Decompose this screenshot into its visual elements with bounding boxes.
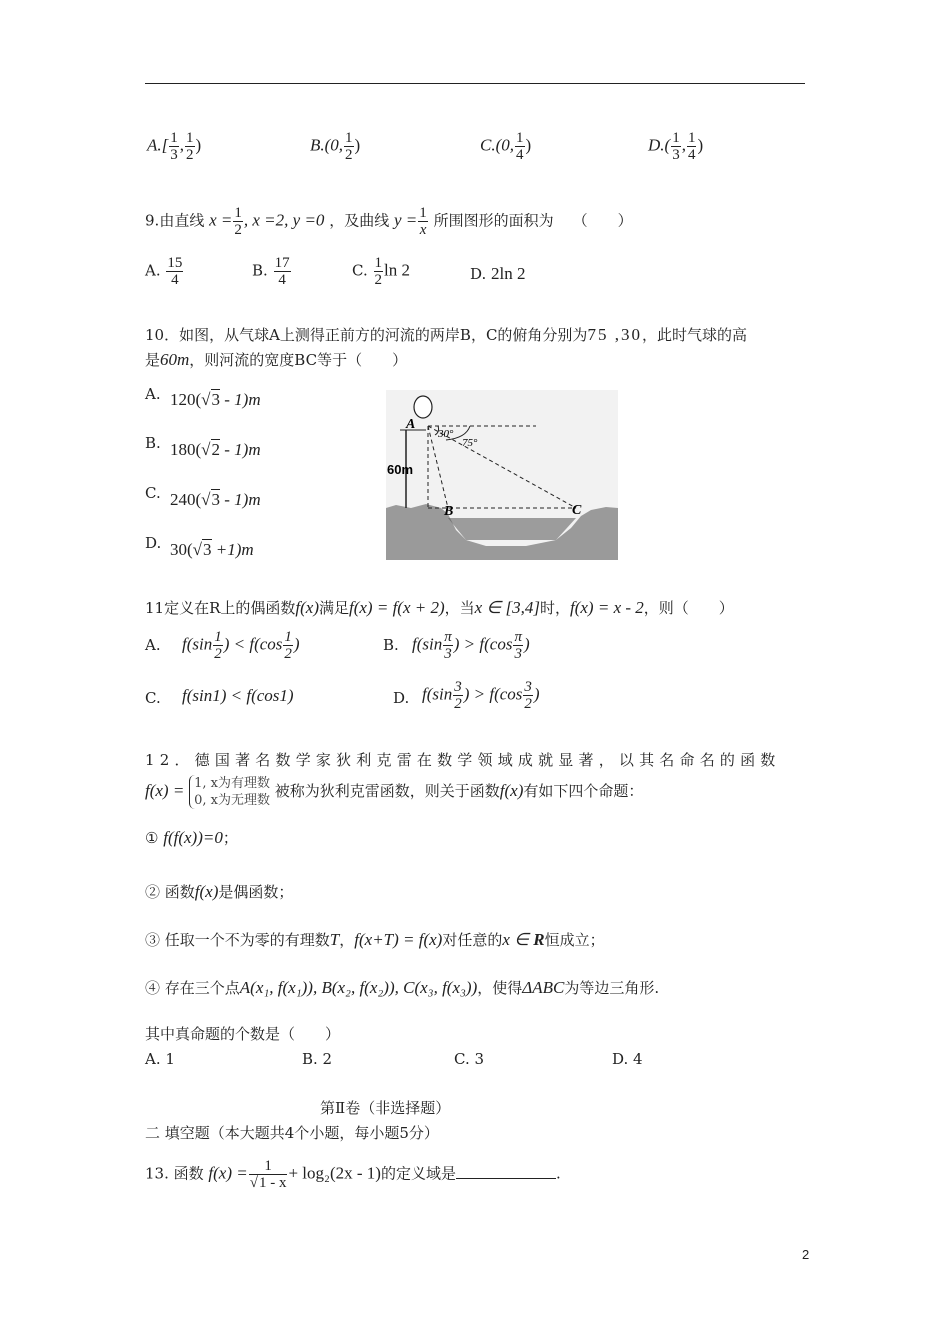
- q10-stem-line2: 是60m，则河流的宽度BC等于（ ）: [145, 350, 408, 369]
- q12-option-b: B. 2: [302, 1050, 333, 1068]
- q13-stem: 13. 函数 f(x) = $\frac{1}{√1 - x}$ + log₂(2x - 1)的定义域是 .: [145, 1158, 561, 1191]
- label-a: A: [406, 417, 416, 432]
- q8-option-d: D.( $\frac{1}{3}$ , $\frac{1}{4}$ ): [648, 130, 704, 163]
- q10-stem-line1: 10．如图，从气球A上测得正前方的河流的两岸B，C的俯角分别为75 ,30，此时气球的高: [145, 325, 747, 344]
- label-b: B: [444, 504, 454, 519]
- q12-proposition-2: ② 函数f(x)是偶函数；: [145, 882, 294, 901]
- q9-option-b: B. $\frac{17}{4}$: [252, 255, 290, 288]
- q10-option-b-value: 180(√2 - 1)m: [170, 440, 261, 459]
- q11-stem: 11定义在R上的偶函数f(x)满足f(x) = f(x + 2)，当x ∈ [3,4]时，f(x) = x - 2，则（ ）: [145, 598, 734, 617]
- balloon-icon: [414, 396, 432, 418]
- q11-option-d: f(sin $\frac{3}{2}$ ) > f(cos $\frac{3}{2}$ ): [422, 679, 540, 712]
- q10-option-a-label: A.: [145, 385, 161, 403]
- q11-option-c-label: C.: [145, 689, 161, 707]
- q10-option-d-label: D.: [145, 534, 162, 552]
- q10-option-b-label: B.: [145, 434, 161, 452]
- q10-option-d-value: 30(√3 +1)m: [170, 540, 254, 559]
- q11-option-b-label: B.: [383, 636, 399, 654]
- q10-option-c-label: C.: [145, 484, 161, 502]
- q11-option-b: f(sin $\frac{\pi}{3}$ ) > f(cos $\frac{\pi}{3}$ ): [412, 629, 530, 662]
- river-water: [448, 518, 576, 540]
- q12-question: 其中真命题的个数是（ ）: [145, 1025, 341, 1043]
- answer-blank[interactable]: [456, 1163, 556, 1179]
- q12-option-d: D. 4: [612, 1050, 643, 1068]
- q9-option-d: D. 2ln 2: [470, 264, 526, 283]
- q9-stem: 9.由直线 x = $\frac{1}{2}$ , x =2, y =0 ，及曲线 y = $\frac{1}{x}$ 所围图形的面积为 （ ）: [145, 205, 633, 238]
- q11-option-a-label: A.: [145, 636, 161, 654]
- q11-option-d-label: D.: [393, 689, 410, 707]
- q10-option-c-value: 240(√3 - 1)m: [170, 490, 261, 509]
- q10-option-a-value: 120(√3 - 1)m: [170, 390, 261, 409]
- q12-proposition-1: ① f(f(x))=0；: [145, 828, 238, 847]
- q12-proposition-3: ③ 任取一个不为零的有理数T，f(x+T) = f(x)对任意的x ∈ R恒成立；: [145, 930, 605, 949]
- label-30-deg: 30°: [438, 428, 454, 440]
- balloon-river-figure: [386, 390, 618, 560]
- part2-title: 第Ⅱ卷（非选择题）: [320, 1099, 451, 1117]
- label-60m: 60m: [387, 462, 414, 477]
- section-heading: 二 填空题（本大题共4个小题，每小题5分）: [145, 1124, 439, 1142]
- q8-option-a: A.[ $\frac{1}{3}$ , $\frac{1}{2}$ ): [147, 130, 202, 163]
- label-75-deg: 75°: [462, 437, 478, 449]
- q12-proposition-4: ④ 存在三个点A(x₁, f(x₁)), B(x₂, f(x₂)), C(x₃, f(x₃))，使得ΔABC为等边三角形.: [145, 978, 660, 997]
- header-rule: [145, 83, 805, 84]
- q12-stem-line2: f(x) = 1, x为有理数 0, x为无理数 被称为狄利克雷函数，则关于函数f(x)有如下四个命题：: [145, 776, 644, 808]
- page-number: 2: [802, 1247, 810, 1262]
- q8-option-b: B.(0, $\frac{1}{2}$ ): [310, 130, 361, 163]
- q9-option-a: A. $\frac{15}{4}$: [145, 255, 183, 288]
- q12-stem-line1: 12．德国著名数学家狄利克雷在数学领域成就显著，以其名命名的函数: [145, 751, 781, 769]
- q11-option-a: f(sin $\frac{1}{2}$ ) < f(cos $\frac{1}{2}$ ): [182, 629, 300, 662]
- q9-option-c: C. $\frac{1}{2}$ ln 2: [352, 255, 410, 288]
- q11-option-c: f(sin1) < f(cos1): [182, 686, 294, 705]
- label-c: C: [572, 503, 582, 518]
- q12-option-c: C. 3: [454, 1050, 485, 1068]
- q8-option-c: C.(0, $\frac{1}{4}$ ): [480, 130, 532, 163]
- q12-option-a: A. 1: [145, 1050, 175, 1068]
